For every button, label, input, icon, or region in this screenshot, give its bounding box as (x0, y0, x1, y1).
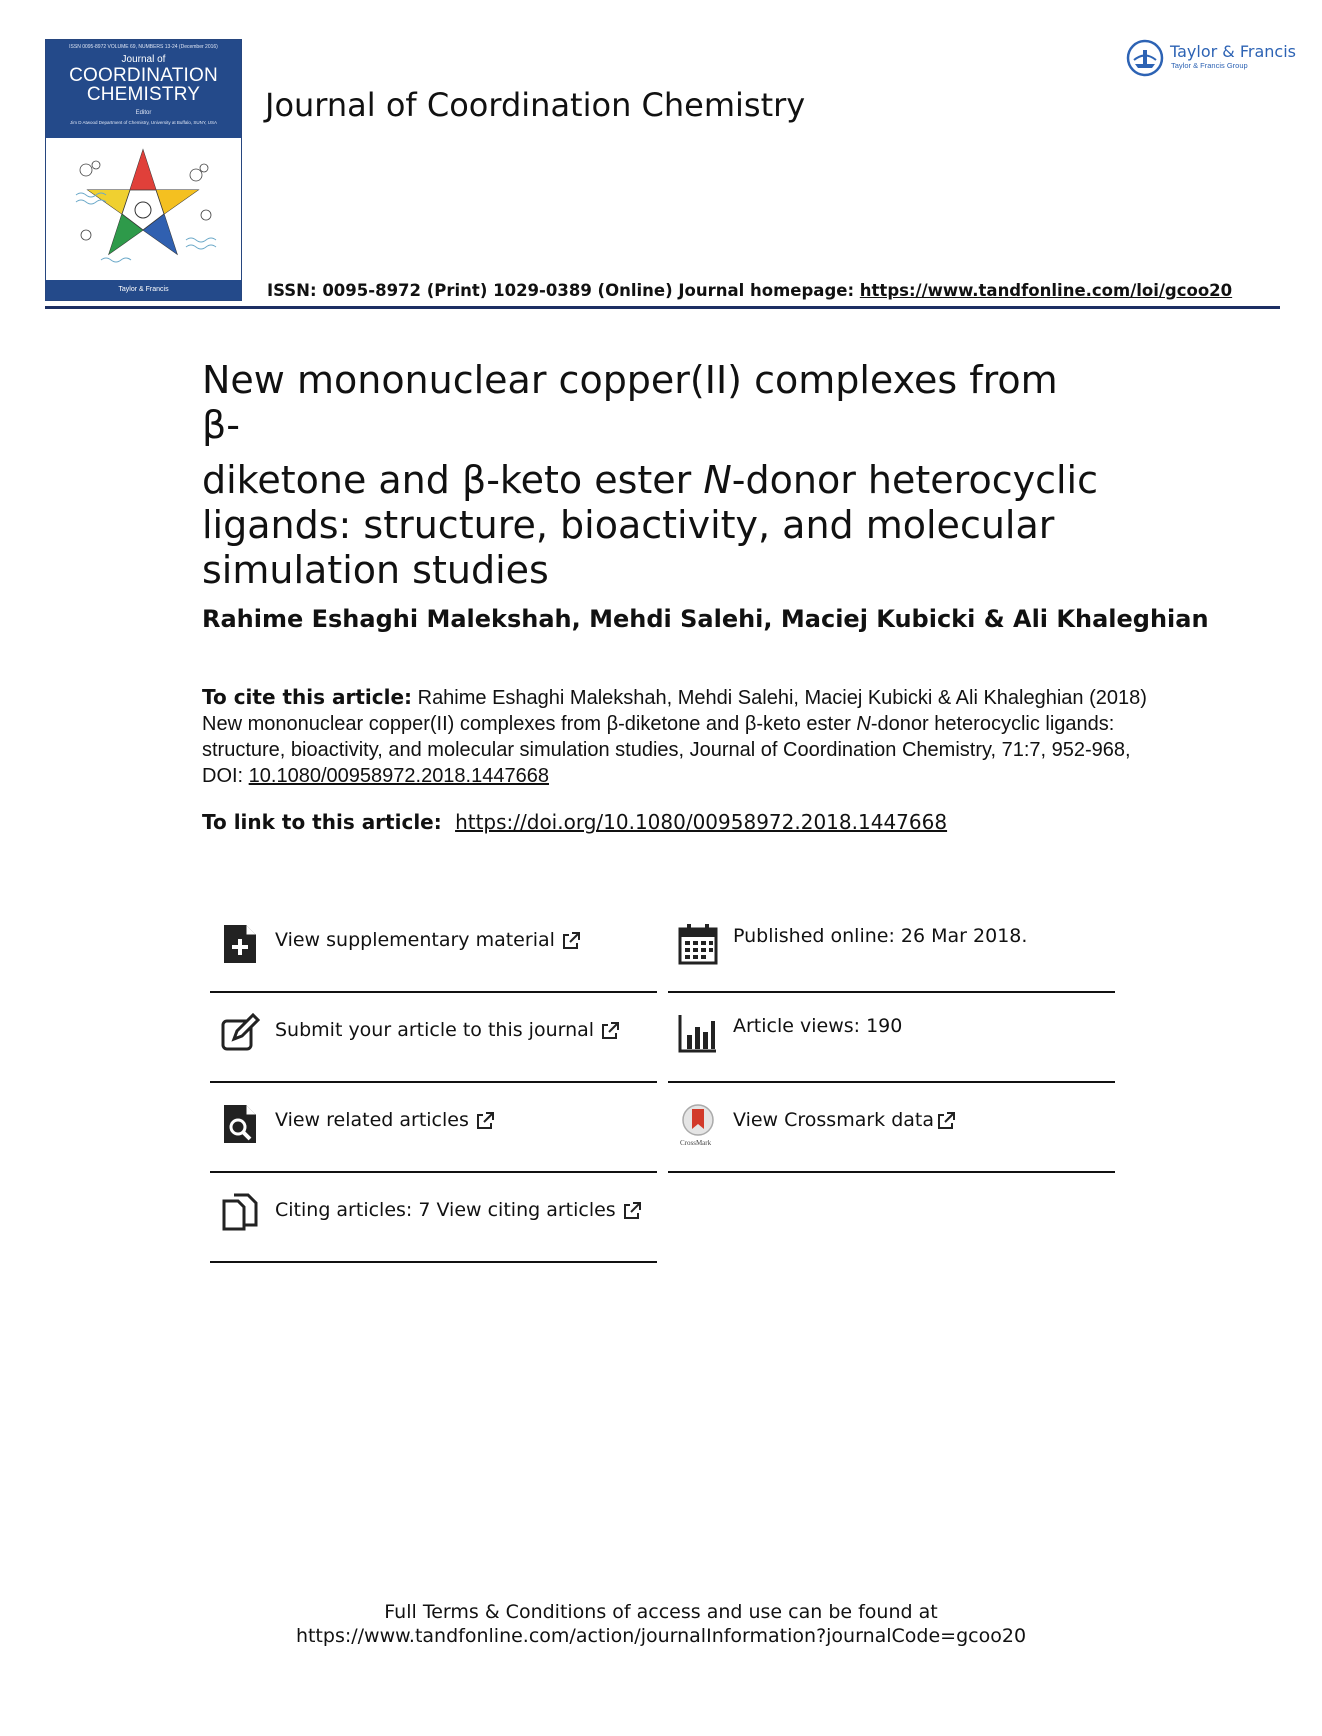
supplementary-material-block[interactable] (210, 903, 657, 993)
published-online-block (668, 903, 1115, 993)
cover-editor: Editor (135, 110, 152, 116)
article-title (202, 358, 1102, 593)
citation-text-b: -donor heterocyclic ligands: structure, bioactivity, and molecular simulation studies, Journal of Coordination Chemistry, 71:7, 952-968, DOI: (202, 713, 1131, 787)
footer-terms: Full Terms & Conditions of access and use can be found at (384, 1601, 938, 1623)
published-online-date: Published online: 26 Mar 2018. (733, 925, 1028, 947)
journal-cover (45, 39, 242, 301)
search-document-icon (220, 1103, 260, 1145)
journal-title: Journal of Coordination Chemistry (265, 86, 806, 124)
title-line-2b: -donor heterocyclic (731, 458, 1098, 502)
external-link-icon (561, 931, 581, 951)
header-divider (45, 306, 1280, 309)
add-file-icon (220, 923, 260, 965)
article-views-count: Article views: 190 (733, 1015, 903, 1037)
divider (210, 1261, 657, 1263)
article-views-block (668, 993, 1115, 1083)
related-label: View related articles (275, 1109, 469, 1131)
calendar-icon (678, 923, 718, 965)
crossmark-label: View Crossmark data (733, 1109, 935, 1131)
citing-articles-link[interactable] (275, 1199, 642, 1221)
submit-article-block[interactable] (210, 993, 657, 1083)
cover-editor-name: Jim D Atwood Department of Chemistry, University at Buffalo, SUNY, USA (69, 120, 218, 125)
citation-text-a: Rahime Eshaghi Malekshah, Mehdi Salehi, Maciej Kubicki & Ali Khaleghian (2018) New mononuclear copper(II) complexes from β-diketone and β-keto ester (202, 687, 1147, 735)
journal-homepage-link[interactable]: https://www.tandfonline.com/loi/gcoo20 (859, 281, 1233, 300)
crossmark-caption: CrossMark (680, 1139, 712, 1147)
authors: Rahime Eshaghi Malekshah, Mehdi Salehi, Maciej Kubicki & Ali Khaleghian (202, 605, 1209, 633)
title-line-2 (202, 458, 1102, 503)
divider (668, 1171, 1115, 1173)
external-link-icon (600, 1021, 620, 1041)
cover-star-illustration (46, 140, 241, 280)
cover-title-line2: CHEMISTRY (86, 84, 201, 105)
crossmark-block[interactable] (668, 1083, 1115, 1173)
related-articles-block[interactable] (210, 1083, 657, 1173)
title-line-2-italic: N (703, 458, 732, 502)
taylor-francis-logo-icon (1125, 38, 1165, 78)
citation-italic: N (856, 713, 871, 735)
publisher-group: Taylor & Francis Group (1171, 61, 1248, 70)
article-doi-url[interactable]: https://doi.org/10.1080/00958972.2018.1447668 (455, 810, 948, 834)
title-line-1: New mononuclear copper(II) complexes from β- (202, 358, 1058, 447)
submit-label: Submit your article to this journal (275, 1019, 595, 1041)
link-label: To link to this article: (202, 810, 449, 834)
edit-icon (220, 1013, 260, 1055)
title-line-4: simulation studies (202, 548, 549, 592)
external-link-icon (475, 1111, 495, 1131)
cover-publisher: Taylor & Francis (46, 280, 241, 300)
cover-title-line1: COORDINATION (69, 65, 218, 86)
issn-text: ISSN: 0095-8972 (Print) 1029-0389 (Online) Journal homepage: (267, 281, 860, 300)
related-articles-link[interactable] (275, 1109, 495, 1131)
footer (0, 1600, 1322, 1648)
title-line-3: ligands: structure, bioactivity, and molecular (202, 503, 1055, 547)
external-link-icon (622, 1201, 642, 1221)
cover-journal-of: Journal of (121, 54, 166, 65)
citation-block (202, 684, 1152, 789)
citing-articles-block[interactable] (210, 1173, 657, 1263)
issn-line (267, 281, 1232, 300)
bar-chart-icon (678, 1013, 718, 1055)
title-line-2a: diketone and β-keto ester (202, 458, 704, 502)
cover-issn: ISSN 0095-8972 VOLUME 69, NUMBERS 13-24 (December 2016) (69, 44, 218, 50)
cover-band (46, 40, 241, 138)
external-link-icon (936, 1111, 956, 1131)
footer-url[interactable]: https://www.tandfonline.com/action/journalInformation?journalCode=gcoo20 (295, 1625, 1027, 1647)
citing-label: Citing articles: 7 View citing articles (275, 1199, 616, 1221)
publisher-name: Taylor & Francis (1170, 42, 1296, 61)
copy-icon (220, 1193, 260, 1235)
doi-link[interactable]: 10.1080/00958972.2018.1447668 (248, 765, 549, 787)
crossmark-link[interactable] (733, 1109, 956, 1131)
citation-label: To cite this article: (202, 685, 413, 709)
article-link-line (202, 810, 947, 834)
submit-article-link[interactable] (275, 1019, 620, 1041)
supplementary-label: View supplementary material (275, 929, 555, 951)
supplementary-material-link[interactable] (275, 929, 581, 951)
